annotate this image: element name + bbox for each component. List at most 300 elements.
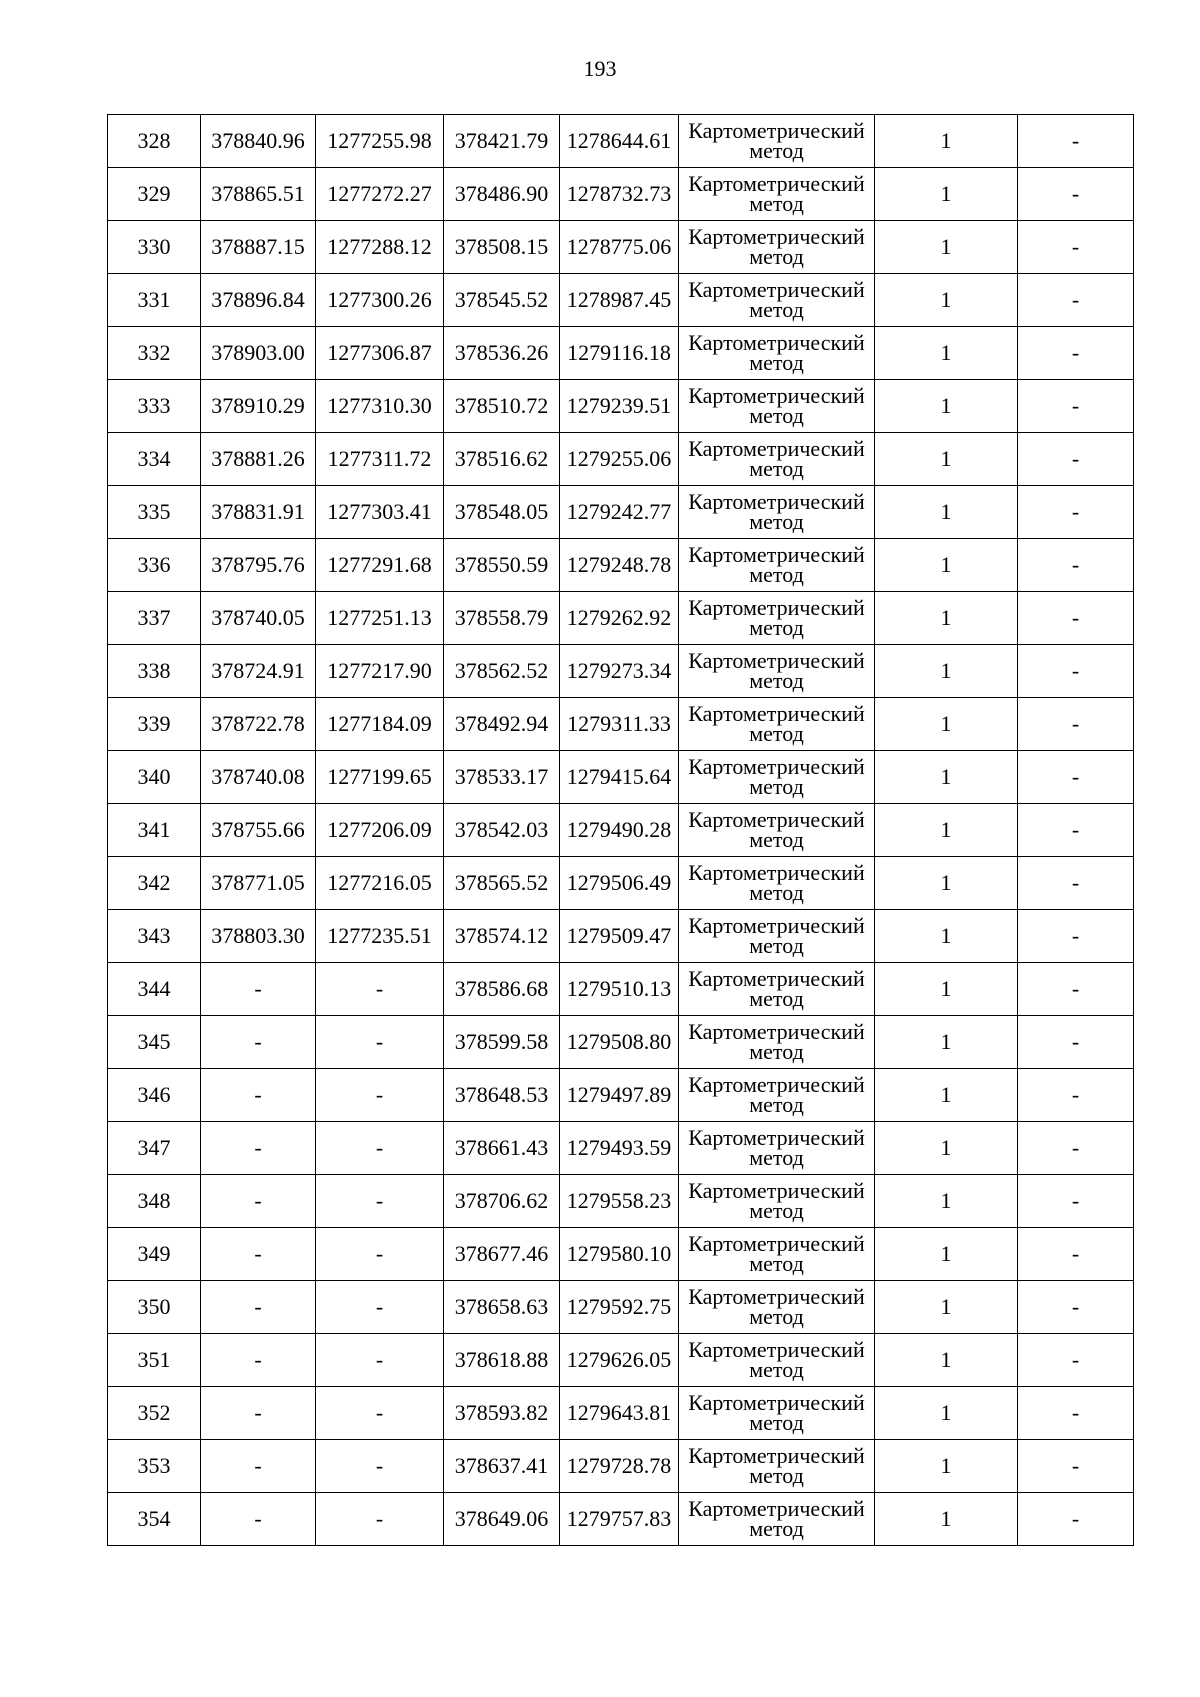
- method-cell: [679, 1334, 875, 1387]
- old-y-cell: -: [316, 1334, 444, 1387]
- accuracy-cell: 1: [875, 963, 1018, 1016]
- new-y-cell: 1278644.61: [560, 115, 679, 168]
- accuracy-cell: 1: [875, 1069, 1018, 1122]
- table-row: [108, 963, 1134, 1016]
- new-x-cell: 378562.52: [444, 645, 560, 698]
- old-x-cell: -: [201, 1122, 316, 1175]
- new-y-cell: 1279415.64: [560, 751, 679, 804]
- note-cell: -: [1018, 645, 1134, 698]
- method-cell: [679, 168, 875, 221]
- method-cell: [679, 963, 875, 1016]
- note-cell: -: [1018, 1175, 1134, 1228]
- new-x-cell: 378661.43: [444, 1122, 560, 1175]
- method-line-2: метод: [749, 933, 804, 958]
- old-y-cell: -: [316, 1387, 444, 1440]
- note-cell: -: [1018, 910, 1134, 963]
- accuracy-cell: 1: [875, 1493, 1018, 1546]
- new-x-cell: 378706.62: [444, 1175, 560, 1228]
- old-y-cell: 1277255.98: [316, 115, 444, 168]
- note-cell: -: [1018, 1440, 1134, 1493]
- method-line-1: Картометрический: [688, 648, 865, 673]
- new-y-cell: 1279510.13: [560, 963, 679, 1016]
- point-number-cell: 330: [108, 221, 201, 274]
- old-y-cell: 1277217.90: [316, 645, 444, 698]
- accuracy-cell: 1: [875, 433, 1018, 486]
- method-line-1: Картометрический: [688, 807, 865, 832]
- accuracy-cell: 1: [875, 221, 1018, 274]
- method-line-1: Картометрический: [688, 701, 865, 726]
- method-line-2: метод: [749, 827, 804, 852]
- note-cell: -: [1018, 1122, 1134, 1175]
- method-line-2: метод: [749, 774, 804, 799]
- method-line-2: метод: [749, 509, 804, 534]
- old-x-cell: 378903.00: [201, 327, 316, 380]
- new-x-cell: 378486.90: [444, 168, 560, 221]
- old-y-cell: 1277235.51: [316, 910, 444, 963]
- point-number-cell: 347: [108, 1122, 201, 1175]
- table-row: [108, 1016, 1134, 1069]
- method-cell: [679, 486, 875, 539]
- note-cell: -: [1018, 1387, 1134, 1440]
- new-y-cell: 1279592.75: [560, 1281, 679, 1334]
- table-row: [108, 1440, 1134, 1493]
- accuracy-cell: 1: [875, 1440, 1018, 1493]
- point-number-cell: 344: [108, 963, 201, 1016]
- new-x-cell: 378550.59: [444, 539, 560, 592]
- old-x-cell: -: [201, 1175, 316, 1228]
- old-x-cell: 378896.84: [201, 274, 316, 327]
- note-cell: -: [1018, 592, 1134, 645]
- accuracy-cell: 1: [875, 115, 1018, 168]
- new-y-cell: 1279490.28: [560, 804, 679, 857]
- old-y-cell: 1277216.05: [316, 857, 444, 910]
- method-cell: [679, 433, 875, 486]
- note-cell: -: [1018, 539, 1134, 592]
- point-number-cell: 342: [108, 857, 201, 910]
- point-number-cell: 341: [108, 804, 201, 857]
- method-cell: [679, 645, 875, 698]
- new-x-cell: 378548.05: [444, 486, 560, 539]
- table-row: [108, 327, 1134, 380]
- method-line-2: метод: [749, 880, 804, 905]
- method-line-2: метод: [749, 1304, 804, 1329]
- table-row: [108, 539, 1134, 592]
- method-line-2: метод: [749, 721, 804, 746]
- method-cell: [679, 1228, 875, 1281]
- note-cell: -: [1018, 380, 1134, 433]
- old-x-cell: -: [201, 1016, 316, 1069]
- method-cell: [679, 1440, 875, 1493]
- method-cell: [679, 1069, 875, 1122]
- method-line-2: метод: [749, 1516, 804, 1541]
- method-cell: [679, 857, 875, 910]
- point-number-cell: 338: [108, 645, 201, 698]
- new-x-cell: 378558.79: [444, 592, 560, 645]
- table-row: [108, 1175, 1134, 1228]
- old-x-cell: -: [201, 1069, 316, 1122]
- note-cell: -: [1018, 963, 1134, 1016]
- new-y-cell: 1279262.92: [560, 592, 679, 645]
- method-line-2: метод: [749, 1198, 804, 1223]
- old-x-cell: 378831.91: [201, 486, 316, 539]
- method-line-2: метод: [749, 1410, 804, 1435]
- point-number-cell: 345: [108, 1016, 201, 1069]
- new-x-cell: 378542.03: [444, 804, 560, 857]
- old-y-cell: 1277291.68: [316, 539, 444, 592]
- accuracy-cell: 1: [875, 857, 1018, 910]
- method-line-1: Картометрический: [688, 383, 865, 408]
- old-y-cell: 1277272.27: [316, 168, 444, 221]
- table-row: [108, 486, 1134, 539]
- old-x-cell: 378740.08: [201, 751, 316, 804]
- method-line-1: Картометрический: [688, 277, 865, 302]
- table-row: [108, 274, 1134, 327]
- method-cell: [679, 539, 875, 592]
- old-y-cell: -: [316, 1069, 444, 1122]
- old-y-cell: -: [316, 1228, 444, 1281]
- method-cell: [679, 1387, 875, 1440]
- new-x-cell: 378677.46: [444, 1228, 560, 1281]
- accuracy-cell: 1: [875, 539, 1018, 592]
- method-cell: [679, 751, 875, 804]
- method-line-2: метод: [749, 1357, 804, 1382]
- accuracy-cell: 1: [875, 486, 1018, 539]
- old-x-cell: 378887.15: [201, 221, 316, 274]
- point-number-cell: 336: [108, 539, 201, 592]
- new-y-cell: 1279626.05: [560, 1334, 679, 1387]
- old-y-cell: 1277306.87: [316, 327, 444, 380]
- method-line-1: Картометрический: [688, 595, 865, 620]
- accuracy-cell: 1: [875, 1016, 1018, 1069]
- old-y-cell: 1277300.26: [316, 274, 444, 327]
- note-cell: -: [1018, 751, 1134, 804]
- old-x-cell: 378724.91: [201, 645, 316, 698]
- old-y-cell: 1277184.09: [316, 698, 444, 751]
- new-x-cell: 378649.06: [444, 1493, 560, 1546]
- table-body: [108, 115, 1134, 1546]
- new-x-cell: 378574.12: [444, 910, 560, 963]
- accuracy-cell: 1: [875, 327, 1018, 380]
- new-x-cell: 378593.82: [444, 1387, 560, 1440]
- point-number-cell: 349: [108, 1228, 201, 1281]
- new-y-cell: 1279509.47: [560, 910, 679, 963]
- new-y-cell: 1279239.51: [560, 380, 679, 433]
- method-line-1: Картометрический: [688, 860, 865, 885]
- method-cell: [679, 1493, 875, 1546]
- note-cell: -: [1018, 1016, 1134, 1069]
- point-number-cell: 328: [108, 115, 201, 168]
- method-line-2: метод: [749, 668, 804, 693]
- method-line-1: Картометрический: [688, 171, 865, 196]
- accuracy-cell: 1: [875, 804, 1018, 857]
- table-row: [108, 698, 1134, 751]
- accuracy-cell: 1: [875, 645, 1018, 698]
- note-cell: -: [1018, 115, 1134, 168]
- table-row: [108, 221, 1134, 274]
- old-x-cell: 378771.05: [201, 857, 316, 910]
- note-cell: -: [1018, 433, 1134, 486]
- note-cell: -: [1018, 1493, 1134, 1546]
- point-number-cell: 339: [108, 698, 201, 751]
- old-y-cell: -: [316, 1440, 444, 1493]
- method-line-2: метод: [749, 403, 804, 428]
- accuracy-cell: 1: [875, 380, 1018, 433]
- note-cell: -: [1018, 804, 1134, 857]
- note-cell: -: [1018, 168, 1134, 221]
- old-y-cell: -: [316, 963, 444, 1016]
- new-y-cell: 1279757.83: [560, 1493, 679, 1546]
- table-row: [108, 380, 1134, 433]
- new-y-cell: 1279255.06: [560, 433, 679, 486]
- point-number-cell: 340: [108, 751, 201, 804]
- method-cell: [679, 115, 875, 168]
- new-y-cell: 1279643.81: [560, 1387, 679, 1440]
- accuracy-cell: 1: [875, 1228, 1018, 1281]
- method-cell: [679, 910, 875, 963]
- table-row: [108, 751, 1134, 804]
- method-line-1: Картометрический: [688, 1496, 865, 1521]
- old-y-cell: 1277206.09: [316, 804, 444, 857]
- point-number-cell: 333: [108, 380, 201, 433]
- table-row: [108, 910, 1134, 963]
- old-x-cell: -: [201, 1281, 316, 1334]
- new-x-cell: 378510.72: [444, 380, 560, 433]
- accuracy-cell: 1: [875, 1387, 1018, 1440]
- new-x-cell: 378565.52: [444, 857, 560, 910]
- method-line-1: Картометрический: [688, 1337, 865, 1362]
- method-line-2: метод: [749, 986, 804, 1011]
- accuracy-cell: 1: [875, 1281, 1018, 1334]
- method-line-2: метод: [749, 1092, 804, 1117]
- point-number-cell: 346: [108, 1069, 201, 1122]
- point-number-cell: 343: [108, 910, 201, 963]
- table-row: [108, 592, 1134, 645]
- method-cell: [679, 1122, 875, 1175]
- coordinates-table: [107, 114, 1134, 1546]
- note-cell: -: [1018, 327, 1134, 380]
- table-row: [108, 645, 1134, 698]
- method-cell: [679, 698, 875, 751]
- old-y-cell: 1277288.12: [316, 221, 444, 274]
- old-y-cell: 1277310.30: [316, 380, 444, 433]
- table-row: [108, 804, 1134, 857]
- note-cell: -: [1018, 1281, 1134, 1334]
- method-line-1: Картометрический: [688, 1125, 865, 1150]
- new-y-cell: 1279508.80: [560, 1016, 679, 1069]
- method-line-1: Картометрический: [688, 1178, 865, 1203]
- point-number-cell: 332: [108, 327, 201, 380]
- note-cell: -: [1018, 221, 1134, 274]
- new-y-cell: 1278775.06: [560, 221, 679, 274]
- new-x-cell: 378536.26: [444, 327, 560, 380]
- old-y-cell: 1277199.65: [316, 751, 444, 804]
- table-row: [108, 857, 1134, 910]
- new-x-cell: 378516.62: [444, 433, 560, 486]
- table-row: [108, 1122, 1134, 1175]
- method-cell: [679, 380, 875, 433]
- new-y-cell: 1278987.45: [560, 274, 679, 327]
- table-row: [108, 1334, 1134, 1387]
- method-line-2: метод: [749, 1463, 804, 1488]
- method-line-2: метод: [749, 1251, 804, 1276]
- accuracy-cell: 1: [875, 592, 1018, 645]
- method-cell: [679, 327, 875, 380]
- old-y-cell: -: [316, 1281, 444, 1334]
- point-number-cell: 352: [108, 1387, 201, 1440]
- point-number-cell: 331: [108, 274, 201, 327]
- old-y-cell: -: [316, 1016, 444, 1069]
- old-x-cell: -: [201, 1228, 316, 1281]
- table-row: [108, 1228, 1134, 1281]
- method-cell: [679, 1016, 875, 1069]
- table-row: [108, 1493, 1134, 1546]
- table-row: [108, 433, 1134, 486]
- new-y-cell: 1279558.23: [560, 1175, 679, 1228]
- point-number-cell: 329: [108, 168, 201, 221]
- note-cell: -: [1018, 857, 1134, 910]
- method-line-1: Картометрический: [688, 489, 865, 514]
- new-x-cell: 378545.52: [444, 274, 560, 327]
- method-line-2: метод: [749, 350, 804, 375]
- point-number-cell: 334: [108, 433, 201, 486]
- new-x-cell: 378492.94: [444, 698, 560, 751]
- method-line-2: метод: [749, 138, 804, 163]
- accuracy-cell: 1: [875, 751, 1018, 804]
- new-x-cell: 378648.53: [444, 1069, 560, 1122]
- old-x-cell: 378795.76: [201, 539, 316, 592]
- method-line-1: Картометрический: [688, 1072, 865, 1097]
- method-line-1: Картометрический: [688, 118, 865, 143]
- table-row: [108, 168, 1134, 221]
- old-x-cell: 378910.29: [201, 380, 316, 433]
- new-y-cell: 1279728.78: [560, 1440, 679, 1493]
- note-cell: -: [1018, 274, 1134, 327]
- accuracy-cell: 1: [875, 1122, 1018, 1175]
- method-line-1: Картометрический: [688, 330, 865, 355]
- old-y-cell: -: [316, 1493, 444, 1546]
- old-x-cell: 378840.96: [201, 115, 316, 168]
- table-row: [108, 115, 1134, 168]
- method-line-1: Картометрический: [688, 1231, 865, 1256]
- new-y-cell: 1279580.10: [560, 1228, 679, 1281]
- point-number-cell: 335: [108, 486, 201, 539]
- new-y-cell: 1278732.73: [560, 168, 679, 221]
- accuracy-cell: 1: [875, 1334, 1018, 1387]
- method-line-1: Картометрический: [688, 1284, 865, 1309]
- note-cell: -: [1018, 1334, 1134, 1387]
- old-y-cell: -: [316, 1175, 444, 1228]
- accuracy-cell: 1: [875, 910, 1018, 963]
- old-x-cell: 378881.26: [201, 433, 316, 486]
- method-line-1: Картометрический: [688, 1443, 865, 1468]
- method-cell: [679, 804, 875, 857]
- new-x-cell: 378618.88: [444, 1334, 560, 1387]
- point-number-cell: 353: [108, 1440, 201, 1493]
- point-number-cell: 348: [108, 1175, 201, 1228]
- new-y-cell: 1279248.78: [560, 539, 679, 592]
- new-x-cell: 378533.17: [444, 751, 560, 804]
- method-line-2: метод: [749, 244, 804, 269]
- new-y-cell: 1279311.33: [560, 698, 679, 751]
- new-x-cell: 378508.15: [444, 221, 560, 274]
- old-x-cell: -: [201, 1440, 316, 1493]
- method-cell: [679, 1281, 875, 1334]
- method-cell: [679, 274, 875, 327]
- table-row: [108, 1387, 1134, 1440]
- point-number-cell: 337: [108, 592, 201, 645]
- method-line-1: Картометрический: [688, 754, 865, 779]
- old-x-cell: -: [201, 1334, 316, 1387]
- method-line-1: Картометрический: [688, 224, 865, 249]
- old-x-cell: 378865.51: [201, 168, 316, 221]
- table-row: [108, 1281, 1134, 1334]
- method-line-2: метод: [749, 297, 804, 322]
- method-line-2: метод: [749, 1039, 804, 1064]
- method-line-2: метод: [749, 562, 804, 587]
- accuracy-cell: 1: [875, 168, 1018, 221]
- method-line-2: метод: [749, 615, 804, 640]
- method-cell: [679, 221, 875, 274]
- old-y-cell: 1277303.41: [316, 486, 444, 539]
- old-y-cell: 1277311.72: [316, 433, 444, 486]
- new-y-cell: 1279493.59: [560, 1122, 679, 1175]
- old-x-cell: 378740.05: [201, 592, 316, 645]
- new-x-cell: 378586.68: [444, 963, 560, 1016]
- accuracy-cell: 1: [875, 274, 1018, 327]
- note-cell: -: [1018, 486, 1134, 539]
- method-line-1: Картометрический: [688, 966, 865, 991]
- point-number-cell: 351: [108, 1334, 201, 1387]
- old-y-cell: -: [316, 1122, 444, 1175]
- old-x-cell: -: [201, 1493, 316, 1546]
- new-y-cell: 1279273.34: [560, 645, 679, 698]
- method-line-1: Картометрический: [688, 542, 865, 567]
- new-x-cell: 378599.58: [444, 1016, 560, 1069]
- new-x-cell: 378637.41: [444, 1440, 560, 1493]
- old-x-cell: -: [201, 1387, 316, 1440]
- method-line-1: Картометрический: [688, 913, 865, 938]
- new-x-cell: 378658.63: [444, 1281, 560, 1334]
- page-number: 193: [583, 56, 617, 81]
- point-number-cell: 350: [108, 1281, 201, 1334]
- new-x-cell: 378421.79: [444, 115, 560, 168]
- method-cell: [679, 1175, 875, 1228]
- old-y-cell: 1277251.13: [316, 592, 444, 645]
- new-y-cell: 1279497.89: [560, 1069, 679, 1122]
- method-cell: [679, 592, 875, 645]
- method-line-2: метод: [749, 1145, 804, 1170]
- old-x-cell: -: [201, 963, 316, 1016]
- note-cell: -: [1018, 1069, 1134, 1122]
- table-row: [108, 1069, 1134, 1122]
- point-number-cell: 354: [108, 1493, 201, 1546]
- method-line-2: метод: [749, 456, 804, 481]
- method-line-1: Картометрический: [688, 436, 865, 461]
- old-x-cell: 378803.30: [201, 910, 316, 963]
- old-x-cell: 378722.78: [201, 698, 316, 751]
- method-line-1: Картометрический: [688, 1019, 865, 1044]
- note-cell: -: [1018, 698, 1134, 751]
- new-y-cell: 1279242.77: [560, 486, 679, 539]
- accuracy-cell: 1: [875, 698, 1018, 751]
- method-line-2: метод: [749, 191, 804, 216]
- note-cell: -: [1018, 1228, 1134, 1281]
- accuracy-cell: 1: [875, 1175, 1018, 1228]
- method-line-1: Картометрический: [688, 1390, 865, 1415]
- new-y-cell: 1279506.49: [560, 857, 679, 910]
- old-x-cell: 378755.66: [201, 804, 316, 857]
- new-y-cell: 1279116.18: [560, 327, 679, 380]
